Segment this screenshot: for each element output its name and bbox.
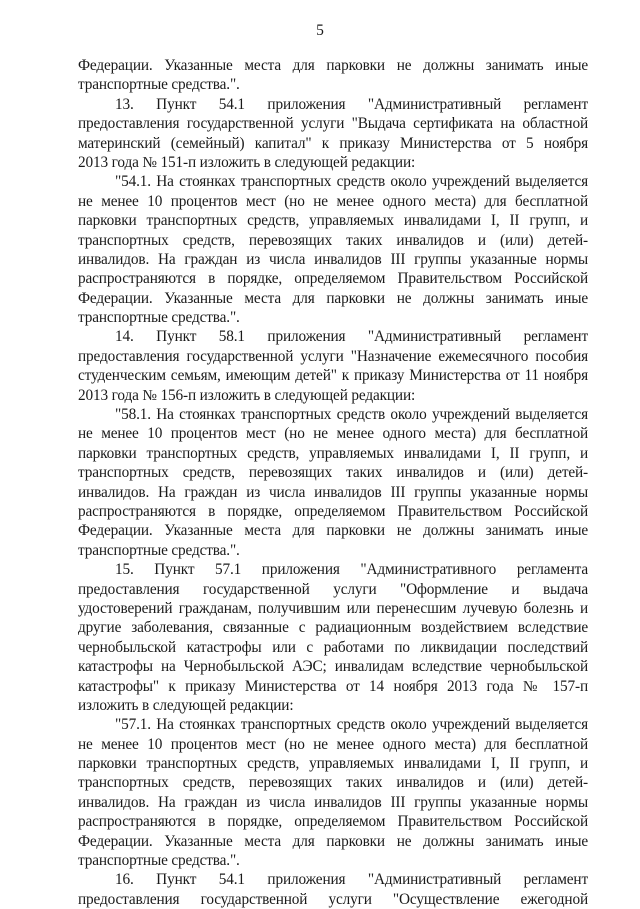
text-line: 2013 года № 151-п изложить в следующей редакции: [78, 153, 416, 171]
text-line: распространяются в порядке, определяемом Правительством Российской [78, 813, 588, 831]
text-line: Федерации. Указанные места для парковки не должны занимать иные [78, 832, 588, 850]
text-line: Федерации. Указанные места для парковки не должны занимать иные [78, 522, 588, 540]
text-line: не менее 10 процентов мест (но не менее одного места) для бесплатной [78, 425, 588, 443]
text-line: материнский (семейный) капитал" к приказу Министерства от 5 ноября [78, 134, 588, 152]
text-line: инвалидов. На граждан из числа инвалидов III группы указанные нормы [78, 250, 588, 268]
text-line: 16. Пункт 54.1 приложения "Административный регламент [115, 871, 588, 889]
text-line: Федерации. Указанные места для парковки не должны занимать иные [78, 289, 588, 307]
text-line: транспортные средства.". [78, 852, 240, 870]
document-body [78, 56, 588, 909]
text-line: парковки транспортных средств, управляемых инвалидами I, II групп, и [78, 444, 588, 462]
text-line: другие заболевания, связанные с радиационным воздействием вследствие [78, 619, 588, 637]
text-line: транспортные средства.". [78, 76, 240, 94]
text-line: катастрофы на Чернобыльской АЭС; инвалидам вследствие чернобыльской [78, 658, 588, 676]
text-line: парковки транспортных средств, управляемых инвалидами I, II групп, и [78, 755, 588, 773]
text-line: парковки транспортных средств, управляемых инвалидами I, II групп, и [78, 212, 588, 230]
text-line: инвалидов. На граждан из числа инвалидов III группы указанные нормы [78, 483, 588, 501]
text-line: инвалидов. На граждан из числа инвалидов III группы указанные нормы [78, 793, 588, 811]
text-line: "57.1. На стоянках транспортных средств около учреждений выделяется [115, 716, 588, 734]
text-line: не менее 10 процентов мест (но не менее одного места) для бесплатной [78, 192, 588, 210]
text-line: предоставления государственной услуги "Назначение ежемесячного пособия [78, 347, 588, 365]
text-line: 14. Пункт 58.1 приложения "Административный регламент [115, 328, 588, 346]
page-number: 5 [316, 22, 324, 39]
text-line: студенческим семьям, имеющим детей" к приказу Министерства от 11 ноября [78, 367, 588, 385]
text-line: 15. Пункт 57.1 приложения "Административного регламента [115, 561, 588, 579]
text-line: предоставления государственной услуги "Осуществление ежегодной [78, 890, 588, 908]
text-line: "58.1. На стоянках транспортных средств около учреждений выделяется [115, 406, 588, 424]
text-line: чернобыльской катастрофы или с работами по ликвидации последствий [78, 638, 588, 656]
text-line: распространяются в порядке, определяемом Правительством Российской [78, 502, 588, 520]
text-line: транспортных средств, перевозящих таких инвалидов и (или) детей- [78, 774, 588, 792]
text-line: распространяются в порядке, определяемом Правительством Российской [78, 270, 588, 288]
text-line: 2013 года № 156-п изложить в следующей редакции: [78, 386, 416, 404]
text-line: катастрофы" к приказу Министерства от 14 ноября 2013 года № 157-п [78, 677, 588, 695]
text-line: транспортные средства.". [78, 541, 240, 559]
text-line: транспортных средств, перевозящих таких инвалидов и (или) детей- [78, 464, 588, 482]
text-line: не менее 10 процентов мест (но не менее одного места) для бесплатной [78, 735, 588, 753]
text-line: Федерации. Указанные места для парковки не должны занимать иные [78, 57, 588, 74]
text-line: удостоверений гражданам, получившим или перенесшим лучевую болезнь и [78, 599, 588, 617]
text-line: изложить в следующей редакции: [78, 696, 294, 714]
text-line: транспортные средства.". [78, 309, 240, 327]
text-line: предоставления государственной услуги "Выдача сертификата на областной [78, 115, 588, 133]
text-line: "54.1. На стоянках транспортных средств около учреждений выделяется [115, 173, 588, 191]
text-line: транспортных средств, перевозящих таких инвалидов и (или) детей- [78, 231, 588, 249]
text-line: предоставления государственной услуги "Оформление и выдача [78, 580, 588, 598]
text-line: 13. Пункт 54.1 приложения "Административный регламент [115, 95, 588, 113]
